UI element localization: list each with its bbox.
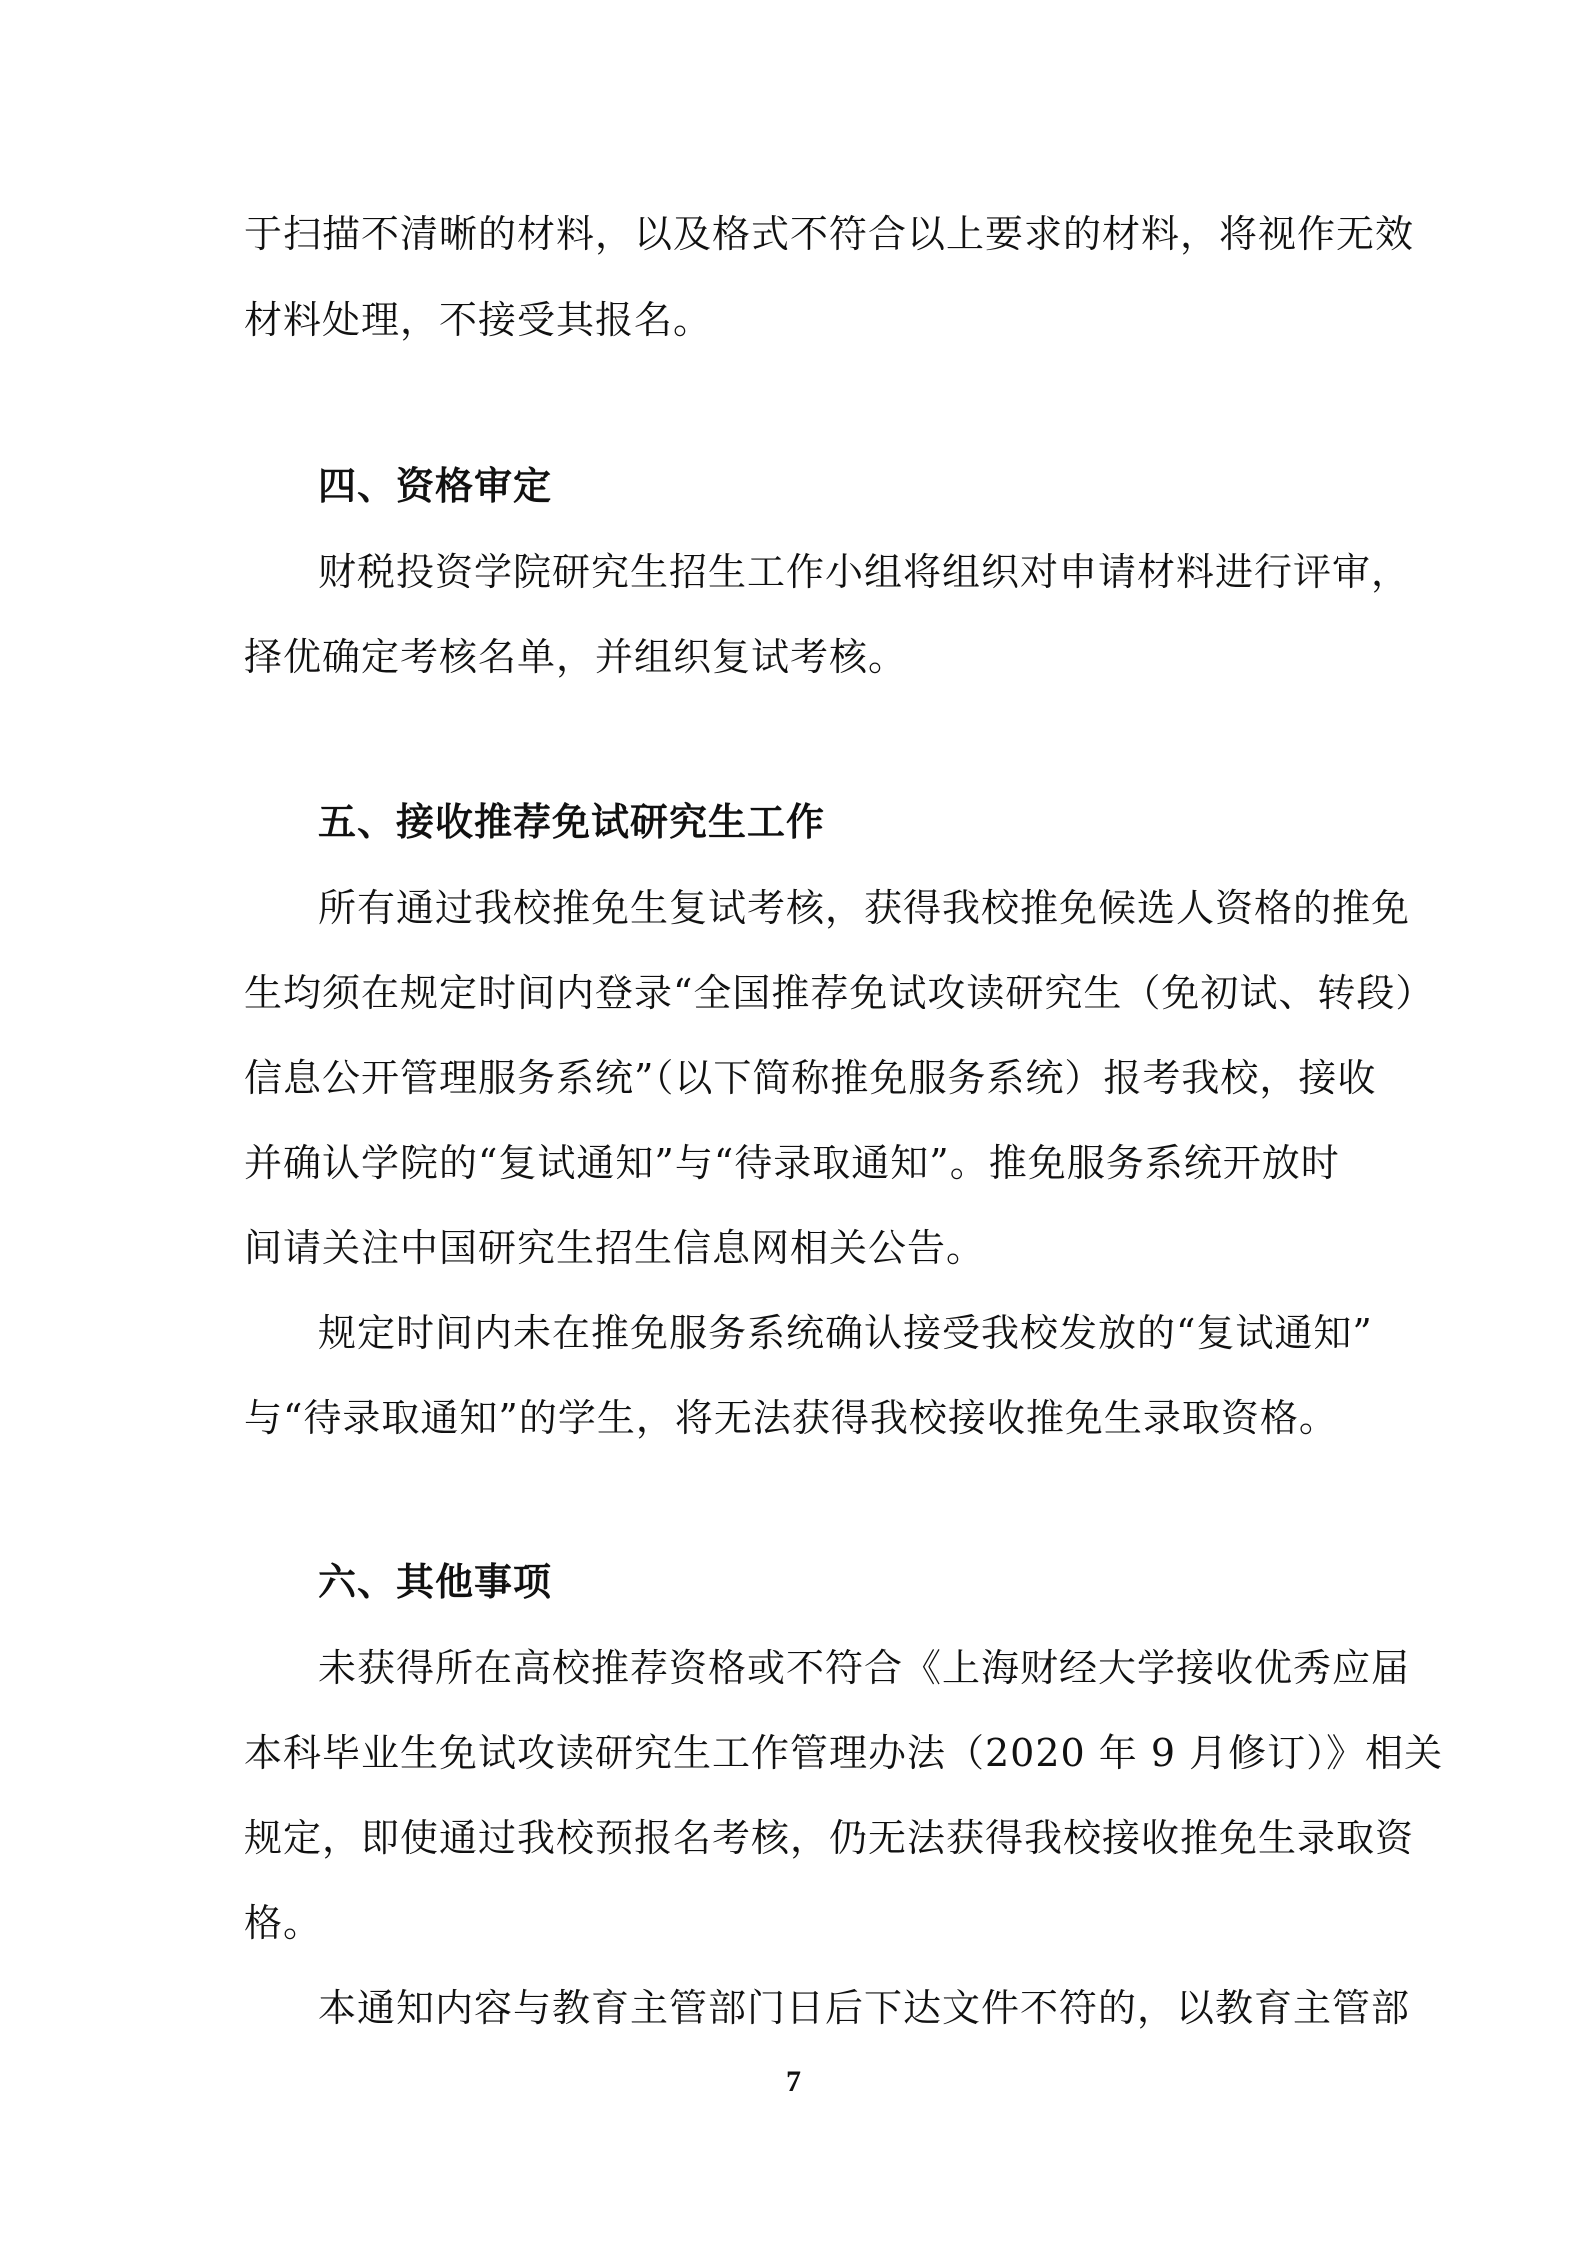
section-heading: 四、资格审定 bbox=[318, 464, 553, 508]
paragraph-line: 格。 bbox=[244, 1901, 323, 1945]
paragraph-line: 择优确定考核名单，并组织复试考核。 bbox=[244, 635, 908, 679]
paragraph-line: 并确认学院的“复试通知”与“待录取通知”。推免服务系统开放时 bbox=[244, 1141, 1340, 1185]
paragraph-line: 本科毕业生免试攻读研究生工作管理办法（2020 年 9 月修订）》相关 bbox=[244, 1731, 1444, 1775]
paragraph-line: 与“待录取通知”的学生，将无法获得我校接收推免生录取资格。 bbox=[244, 1396, 1338, 1440]
paragraph-line: 间请关注中国研究生招生信息网相关公告。 bbox=[244, 1226, 986, 1270]
paragraph-line: 本通知内容与教育主管部门日后下达文件不符的，以教育主管部 bbox=[318, 1986, 1411, 2030]
paragraph-line: 所有通过我校推免生复试考核，获得我校推免候选人资格的推免 bbox=[318, 886, 1411, 930]
paragraph-line: 财税投资学院研究生招生工作小组将组织对申请材料进行评审， bbox=[318, 550, 1411, 594]
page-number: 7 bbox=[786, 2065, 801, 2098]
section-heading: 六、其他事项 bbox=[318, 1560, 553, 1604]
section-heading: 五、接收推荐免试研究生工作 bbox=[318, 800, 826, 844]
paragraph-line: 未获得所在高校推荐资格或不符合《上海财经大学接收优秀应届 bbox=[318, 1646, 1411, 1690]
paragraph-line: 生均须在规定时间内登录“全国推荐免试攻读研究生（免初试、转段） bbox=[244, 971, 1435, 1015]
paragraph-line: 信息公开管理服务系统”（以下简称推免服务系统）报考我校，接收 bbox=[244, 1056, 1377, 1100]
paragraph-line: 规定，即使通过我校预报名考核，仍无法获得我校接收推免生录取资 bbox=[244, 1816, 1415, 1860]
paragraph-line: 材料处理，不接受其报名。 bbox=[244, 298, 713, 342]
paragraph-line: 规定时间内未在推免服务系统确认接受我校发放的“复试通知” bbox=[318, 1311, 1373, 1355]
paragraph-line: 于扫描不清晰的材料，以及格式不符合以上要求的材料，将视作无效 bbox=[244, 212, 1415, 256]
